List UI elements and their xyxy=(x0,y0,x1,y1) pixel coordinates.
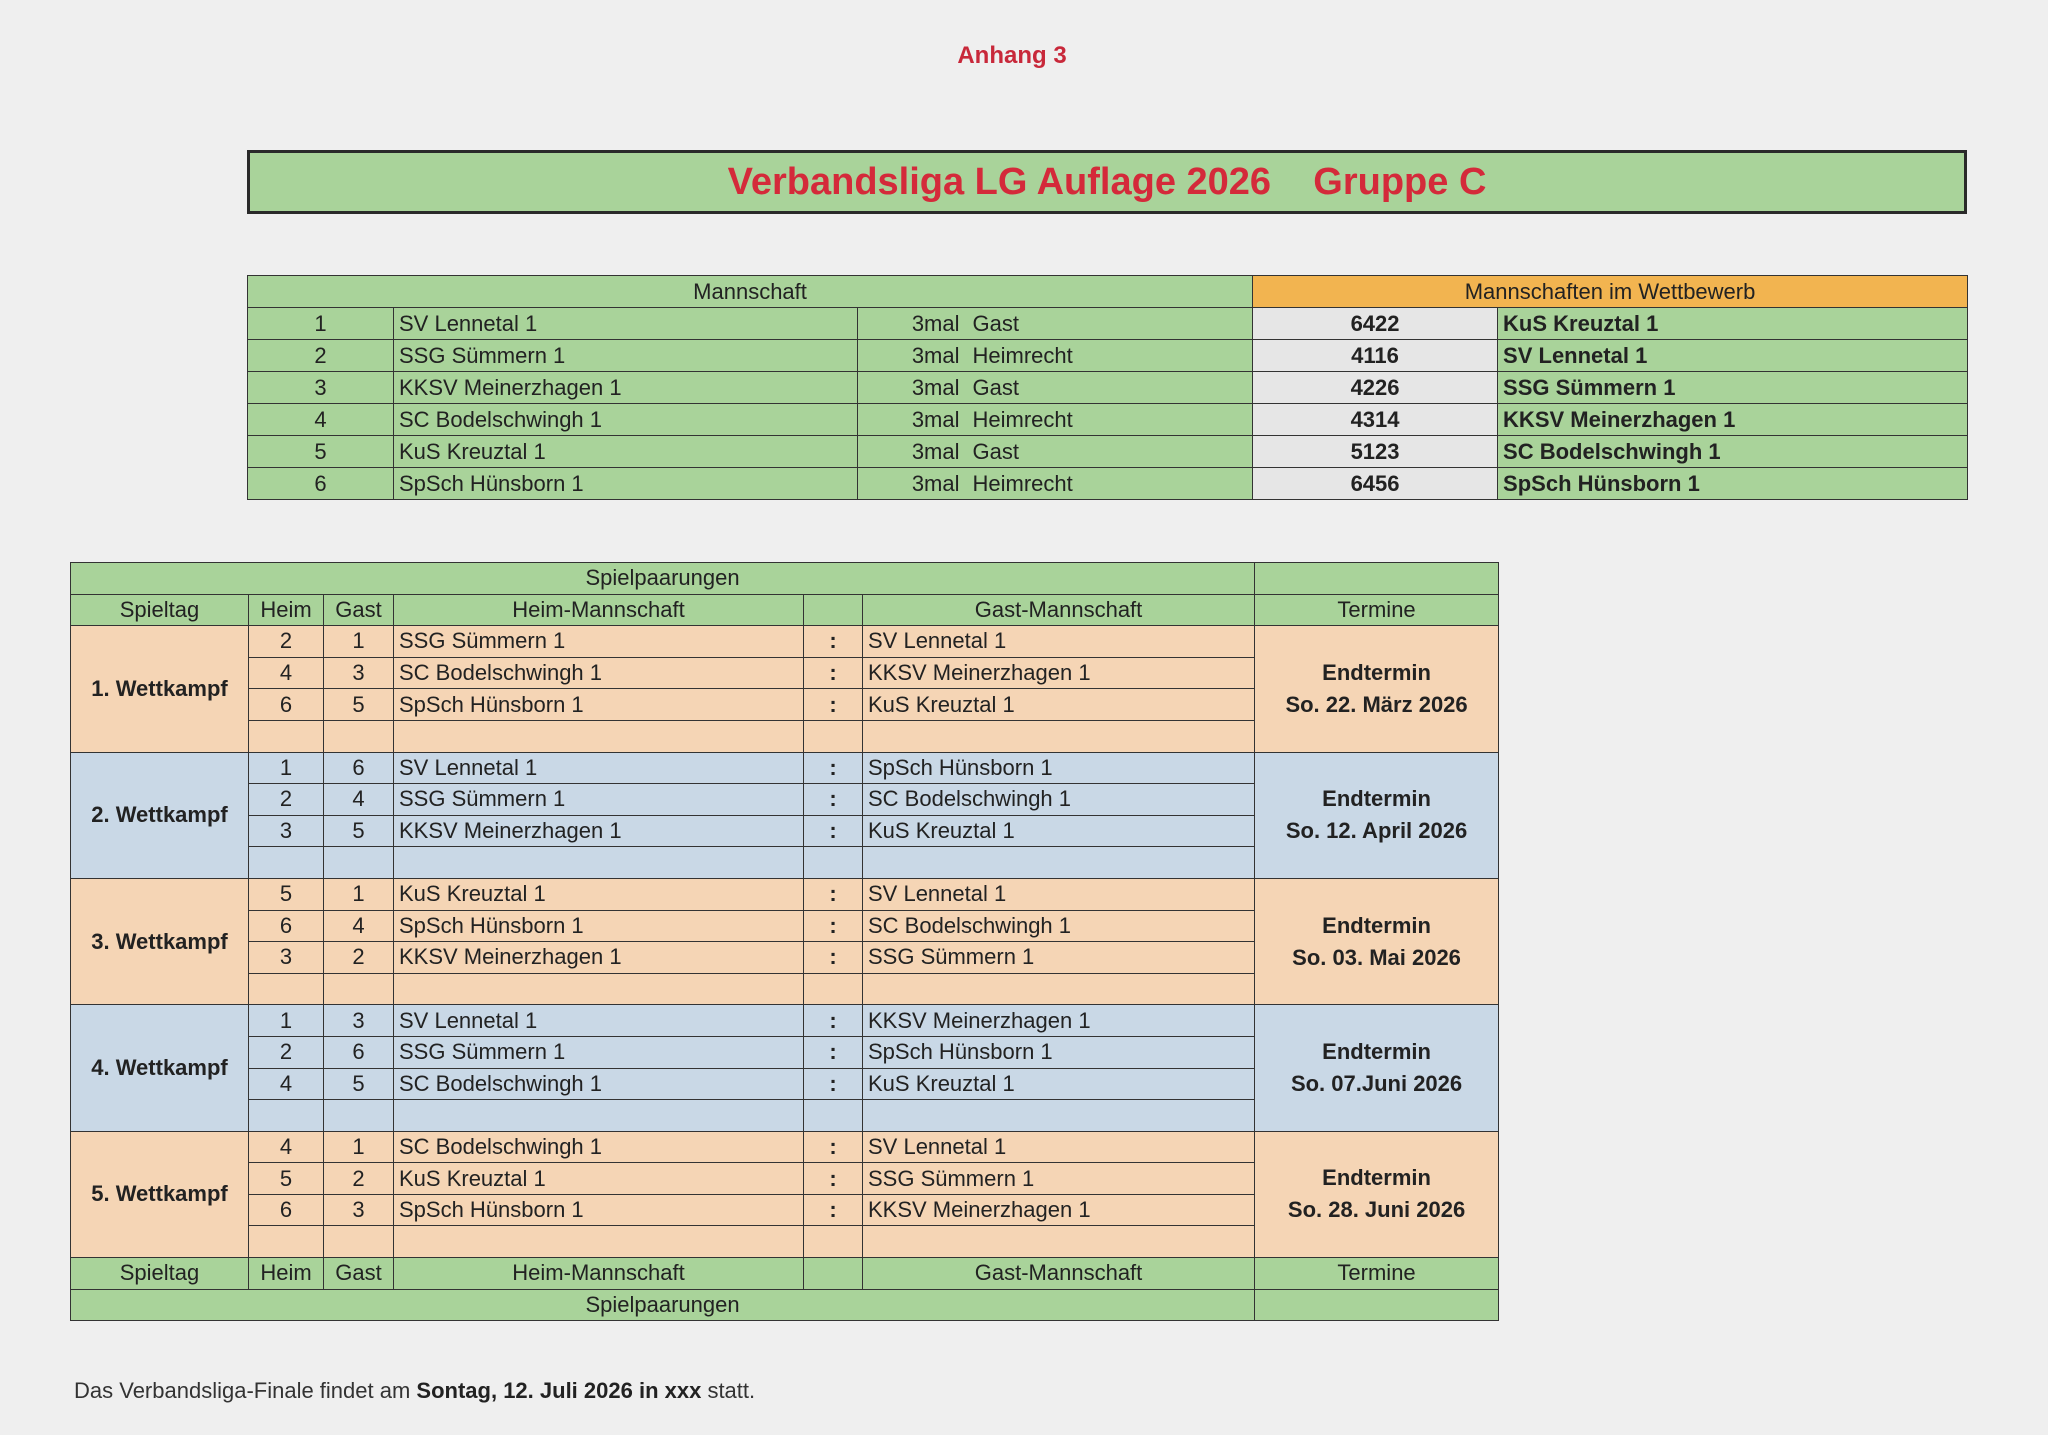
home-team: KKSV Meinerzhagen 1 xyxy=(394,815,804,847)
match-separator xyxy=(804,1226,863,1258)
club-name: SV Lennetal 1 xyxy=(1498,340,1968,372)
title-banner xyxy=(247,150,1967,214)
home-number: 2 xyxy=(249,1036,324,1068)
match-separator: : xyxy=(804,942,863,974)
schedule-footer-blank xyxy=(1255,1289,1499,1321)
schedule-row xyxy=(71,1131,1499,1163)
footer-header-heim: Heim xyxy=(249,1258,324,1290)
deadline-label: Endtermin xyxy=(1322,912,1431,938)
team-name: SpSch Hünsborn 1 xyxy=(394,468,858,500)
team-name: KKSV Meinerzhagen 1 xyxy=(394,372,858,404)
deadline-date: So. 03. Mai 2026 xyxy=(1292,944,1461,970)
team-times: 3mal xyxy=(858,468,968,500)
away-number: 2 xyxy=(324,1163,394,1195)
deadline-date: So. 12. April 2026 xyxy=(1285,818,1468,844)
match-separator: : xyxy=(804,657,863,689)
away-team: SV Lennetal 1 xyxy=(863,878,1255,910)
home-team xyxy=(394,847,804,879)
match-separator xyxy=(804,720,863,752)
home-team: KuS Kreuztal 1 xyxy=(394,1163,804,1195)
away-team: KuS Kreuztal 1 xyxy=(863,815,1255,847)
away-number: 4 xyxy=(324,910,394,942)
teams-header-wettbewerb: Mannschaften im Wettbewerb xyxy=(1253,276,1968,308)
away-team: SC Bodelschwingh 1 xyxy=(863,910,1255,942)
away-team xyxy=(863,973,1255,1005)
footer-header-termine: Termine xyxy=(1255,1258,1499,1290)
header-separator xyxy=(804,594,863,626)
away-team: SV Lennetal 1 xyxy=(863,626,1255,658)
team-row xyxy=(248,372,1968,404)
match-separator: : xyxy=(804,1005,863,1037)
team-code: 5123 xyxy=(1253,436,1498,468)
home-number: 3 xyxy=(249,815,324,847)
deadline-date: So. 07.Juni 2026 xyxy=(1290,1071,1463,1096)
team-code: 4314 xyxy=(1253,404,1498,436)
home-team: SSG Sümmern 1 xyxy=(394,1036,804,1068)
schedule-title: Spielpaarungen xyxy=(71,563,1255,595)
annex-label: Anhang 3 xyxy=(957,42,1067,69)
deadline-label: Endtermin xyxy=(1322,659,1431,685)
team-status: Gast xyxy=(968,436,1253,468)
match-separator: : xyxy=(804,784,863,816)
home-team xyxy=(394,973,804,1005)
home-team xyxy=(394,1100,804,1132)
schedule-header-row xyxy=(71,594,1499,626)
away-number: 1 xyxy=(324,1131,394,1163)
home-number: 3 xyxy=(249,942,324,974)
team-row xyxy=(248,340,1968,372)
match-separator xyxy=(804,1100,863,1132)
team-number: 6 xyxy=(248,468,394,500)
away-number: 6 xyxy=(324,752,394,784)
match-separator xyxy=(804,973,863,1005)
team-row xyxy=(248,468,1968,500)
round-deadline xyxy=(1255,878,1499,1004)
team-status: Heimrecht xyxy=(968,404,1253,436)
round-label: 2. Wettkampf xyxy=(71,752,249,878)
away-team: KuS Kreuztal 1 xyxy=(863,1068,1255,1100)
away-team: KKSV Meinerzhagen 1 xyxy=(863,1194,1255,1226)
round-deadline xyxy=(1255,1005,1499,1131)
home-team xyxy=(394,1226,804,1258)
team-number: 5 xyxy=(248,436,394,468)
away-team xyxy=(863,1100,1255,1132)
home-number: 1 xyxy=(249,1005,324,1037)
team-status: Heimrecht xyxy=(968,468,1253,500)
footer-header-spieltag: Spieltag xyxy=(71,1258,249,1290)
schedule-table xyxy=(70,562,1499,1321)
team-name: SSG Sümmern 1 xyxy=(394,340,858,372)
home-number: 1 xyxy=(249,752,324,784)
round-label: 3. Wettkampf xyxy=(71,878,249,1004)
home-team: SpSch Hünsborn 1 xyxy=(394,689,804,721)
team-times: 3mal xyxy=(858,308,968,340)
away-team: KKSV Meinerzhagen 1 xyxy=(863,1005,1255,1037)
schedule-row xyxy=(71,1005,1499,1037)
header-heim: Heim xyxy=(249,594,324,626)
team-times: 3mal xyxy=(858,340,968,372)
home-team: SC Bodelschwingh 1 xyxy=(394,1131,804,1163)
team-status: Gast xyxy=(968,372,1253,404)
round-label: 4. Wettkampf xyxy=(71,1005,249,1131)
away-number: 1 xyxy=(324,878,394,910)
home-number: 2 xyxy=(249,626,324,658)
home-number xyxy=(249,1226,324,1258)
team-row xyxy=(248,436,1968,468)
home-team: KKSV Meinerzhagen 1 xyxy=(394,942,804,974)
team-row xyxy=(248,308,1968,340)
page-title: Verbandsliga LG Auflage 2026 Gruppe C xyxy=(727,160,1487,203)
away-team: SC Bodelschwingh 1 xyxy=(863,784,1255,816)
club-name: KKSV Meinerzhagen 1 xyxy=(1498,404,1968,436)
team-status: Heimrecht xyxy=(968,340,1253,372)
club-name: KuS Kreuztal 1 xyxy=(1498,308,1968,340)
club-name: SpSch Hünsborn 1 xyxy=(1498,468,1968,500)
team-code: 6456 xyxy=(1253,468,1498,500)
away-number xyxy=(324,720,394,752)
footer-header-heim-mannschaft: Heim-Mannschaft xyxy=(394,1258,804,1290)
away-team: KuS Kreuztal 1 xyxy=(863,689,1255,721)
footer-header-gast: Gast xyxy=(324,1258,394,1290)
team-number: 3 xyxy=(248,372,394,404)
home-number: 4 xyxy=(249,657,324,689)
deadline-label: Endtermin xyxy=(1322,786,1431,812)
away-number: 2 xyxy=(324,942,394,974)
team-times: 3mal xyxy=(858,372,968,404)
match-separator: : xyxy=(804,1163,863,1195)
away-number: 3 xyxy=(324,1194,394,1226)
away-team: SV Lennetal 1 xyxy=(863,1131,1255,1163)
home-number: 5 xyxy=(249,878,324,910)
schedule-row xyxy=(71,878,1499,910)
away-team xyxy=(863,1226,1255,1258)
footer-suffix: statt. xyxy=(701,1378,756,1403)
away-number: 5 xyxy=(324,1068,394,1100)
footer-prefix: Das Verbandsliga-Finale findet am xyxy=(74,1378,417,1403)
team-name: SC Bodelschwingh 1 xyxy=(394,404,858,436)
match-separator: : xyxy=(804,689,863,721)
match-separator: : xyxy=(804,878,863,910)
home-team xyxy=(394,720,804,752)
match-separator: : xyxy=(804,1194,863,1226)
home-number: 6 xyxy=(249,1194,324,1226)
team-times: 3mal xyxy=(858,436,968,468)
match-separator: : xyxy=(804,1068,863,1100)
away-number xyxy=(324,973,394,1005)
team-times: 3mal xyxy=(858,404,968,436)
away-team: SSG Sümmern 1 xyxy=(863,1163,1255,1195)
home-number: 4 xyxy=(249,1068,324,1100)
header-termine: Termine xyxy=(1255,594,1499,626)
footer-header-gast-mannschaft: Gast-Mannschaft xyxy=(863,1258,1255,1290)
club-name: SC Bodelschwingh 1 xyxy=(1498,436,1968,468)
away-number: 3 xyxy=(324,657,394,689)
home-team: SSG Sümmern 1 xyxy=(394,784,804,816)
team-number: 1 xyxy=(248,308,394,340)
round-label: 5. Wettkampf xyxy=(71,1131,249,1257)
away-number: 5 xyxy=(324,815,394,847)
footer-note xyxy=(74,1378,755,1404)
home-team: SC Bodelschwingh 1 xyxy=(394,657,804,689)
match-separator: : xyxy=(804,752,863,784)
round-label: 1. Wettkampf xyxy=(71,626,249,752)
away-team: SpSch Hünsborn 1 xyxy=(863,752,1255,784)
team-code: 6422 xyxy=(1253,308,1498,340)
away-number: 1 xyxy=(324,626,394,658)
away-number xyxy=(324,1226,394,1258)
home-number: 6 xyxy=(249,689,324,721)
header-gast: Gast xyxy=(324,594,394,626)
schedule-title-blank xyxy=(1255,563,1499,595)
schedule-row xyxy=(71,752,1499,784)
teams-header-row xyxy=(248,276,1968,308)
team-number: 2 xyxy=(248,340,394,372)
deadline-label: Endtermin xyxy=(1322,1039,1431,1064)
home-team: SSG Sümmern 1 xyxy=(394,626,804,658)
schedule-title-row xyxy=(71,563,1499,595)
match-separator: : xyxy=(804,1036,863,1068)
match-separator: : xyxy=(804,1131,863,1163)
home-number: 5 xyxy=(249,1163,324,1195)
away-number: 5 xyxy=(324,689,394,721)
match-separator: : xyxy=(804,815,863,847)
match-separator: : xyxy=(804,626,863,658)
footer-bold: Sontag, 12. Juli 2026 in xxx xyxy=(416,1378,702,1403)
team-number: 4 xyxy=(248,404,394,436)
team-code: 4116 xyxy=(1253,340,1498,372)
away-team xyxy=(863,720,1255,752)
home-number: 6 xyxy=(249,910,324,942)
team-code: 4226 xyxy=(1253,372,1498,404)
away-number xyxy=(324,1100,394,1132)
team-row xyxy=(248,404,1968,436)
team-name: SV Lennetal 1 xyxy=(394,308,858,340)
footer-header-separator xyxy=(804,1258,863,1290)
home-number: 2 xyxy=(249,784,324,816)
home-number xyxy=(249,1100,324,1132)
club-name: SSG Sümmern 1 xyxy=(1498,372,1968,404)
round-deadline xyxy=(1255,1131,1499,1257)
home-number xyxy=(249,973,324,1005)
home-number: 4 xyxy=(249,1131,324,1163)
home-number xyxy=(249,847,324,879)
teams-table xyxy=(247,275,1968,500)
deadline-date: So. 22. März 2026 xyxy=(1285,691,1468,717)
away-team: SpSch Hünsborn 1 xyxy=(863,1036,1255,1068)
away-number: 4 xyxy=(324,784,394,816)
team-status: Gast xyxy=(968,308,1253,340)
round-deadline xyxy=(1255,752,1499,878)
schedule-footer-title: Spielpaarungen xyxy=(71,1289,1255,1321)
match-separator: : xyxy=(804,910,863,942)
header-heim-mannschaft: Heim-Mannschaft xyxy=(394,594,804,626)
schedule-row xyxy=(71,626,1499,658)
home-team: SC Bodelschwingh 1 xyxy=(394,1068,804,1100)
away-team: KKSV Meinerzhagen 1 xyxy=(863,657,1255,689)
round-deadline xyxy=(1255,626,1499,752)
deadline-label: Endtermin xyxy=(1322,1165,1431,1191)
home-team: KuS Kreuztal 1 xyxy=(394,878,804,910)
away-team: SSG Sümmern 1 xyxy=(863,942,1255,974)
header-spieltag: Spieltag xyxy=(71,594,249,626)
home-number xyxy=(249,720,324,752)
away-number: 3 xyxy=(324,1005,394,1037)
home-team: SpSch Hünsborn 1 xyxy=(394,1194,804,1226)
header-gast-mannschaft: Gast-Mannschaft xyxy=(863,594,1255,626)
away-number xyxy=(324,847,394,879)
away-team xyxy=(863,847,1255,879)
away-number: 6 xyxy=(324,1036,394,1068)
home-team: SV Lennetal 1 xyxy=(394,1005,804,1037)
home-team: SpSch Hünsborn 1 xyxy=(394,910,804,942)
schedule-footer-header-row xyxy=(71,1258,1499,1290)
home-team: SV Lennetal 1 xyxy=(394,752,804,784)
team-name: KuS Kreuztal 1 xyxy=(394,436,858,468)
deadline-date: So. 28. Juni 2026 xyxy=(1287,1197,1466,1223)
teams-header-mannschaft: Mannschaft xyxy=(248,276,1253,308)
schedule-footer-title-row xyxy=(71,1289,1499,1321)
match-separator xyxy=(804,847,863,879)
